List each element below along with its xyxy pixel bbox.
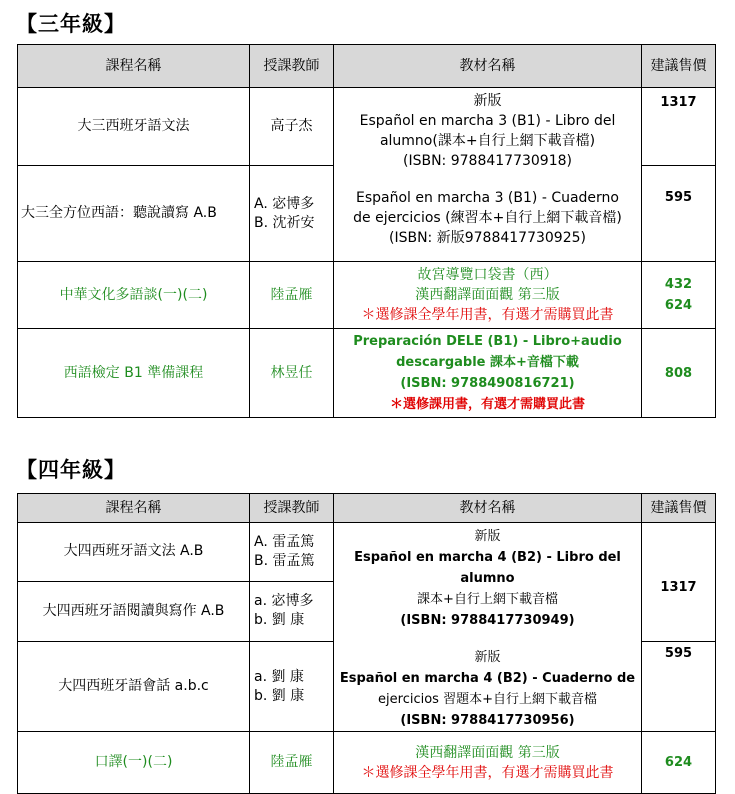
book-isbn: (ISBN: 新版9788417730925) bbox=[389, 230, 586, 246]
table-row bbox=[18, 732, 716, 794]
book-title: 故宮導覽口袋書（西） bbox=[417, 267, 558, 283]
teacher-name bbox=[250, 166, 334, 262]
teacher-name bbox=[250, 523, 334, 582]
price: 595 bbox=[642, 166, 716, 262]
teacher-a: a. 宓博多 bbox=[254, 593, 314, 610]
book-subtitle: ejercicios 習題本+自行上網下載音檔 bbox=[378, 692, 597, 707]
teacher-name: 林昱任 bbox=[250, 329, 334, 418]
table-header-row bbox=[18, 45, 716, 88]
book-title: Español en marcha 4 (B2) - Libro del alumno bbox=[354, 550, 621, 586]
book-title: 漢西翻譯面面觀 第三版 bbox=[415, 287, 560, 303]
elective-note: ＊選修課用書，有選才需購買此書 bbox=[389, 397, 585, 412]
grade3-table bbox=[17, 44, 716, 418]
header-price: 建議售價 bbox=[642, 45, 716, 88]
header-textbook: 教材名稱 bbox=[334, 494, 642, 523]
header-course: 課程名稱 bbox=[18, 45, 250, 88]
table-row bbox=[18, 329, 716, 418]
course-name: 大四西班牙語文法 A.B bbox=[18, 523, 250, 582]
teacher-b: b. 劉 康 bbox=[254, 612, 305, 629]
book-title: 漢西翻譯面面觀 第三版 bbox=[415, 744, 560, 761]
book-isbn: (ISBN: 9788417730956) bbox=[400, 713, 575, 728]
course-name: 口譯(一)(二) bbox=[18, 732, 250, 794]
book-title: Preparación DELE (B1) - Libro+audio bbox=[353, 334, 622, 349]
grade3-heading: 【三年級】 bbox=[16, 11, 126, 36]
grade4-heading: 【四年級】 bbox=[16, 457, 126, 482]
price: 595 bbox=[642, 642, 716, 732]
teacher-name bbox=[250, 581, 334, 642]
price: 624 bbox=[642, 732, 716, 794]
table-row bbox=[18, 523, 716, 582]
book-title: Español en marcha 3 (B1) - Libro del bbox=[359, 113, 616, 129]
header-textbook: 教材名稱 bbox=[334, 45, 642, 88]
course-name: 大三西班牙語文法 bbox=[18, 88, 250, 166]
teacher-name: 高子杰 bbox=[250, 88, 334, 166]
book-title: Español en marcha 4 (B2) - Cuaderno de bbox=[339, 671, 636, 686]
course-name: 大四西班牙語會話 a.b.c bbox=[18, 642, 250, 732]
textbook-cell bbox=[334, 523, 642, 732]
book-isbn: (ISBN: 9788490816721) bbox=[400, 376, 575, 391]
book-edition: 新版 bbox=[474, 650, 501, 665]
teacher-b: B. 雷孟篤 bbox=[254, 552, 315, 569]
textbook-cell bbox=[334, 262, 642, 329]
book-subtitle: alumno(課本+自行上網下載音檔) bbox=[379, 133, 596, 149]
book-title: Español en marcha 3 (B1) - Cuaderno bbox=[355, 190, 619, 206]
price bbox=[642, 262, 716, 329]
book-isbn: (ISBN: 9788417730918) bbox=[403, 153, 572, 169]
teacher-a: a. 劉 康 bbox=[254, 668, 304, 685]
course-name: 大四西班牙語閱讀與寫作 A.B bbox=[18, 581, 250, 642]
book-isbn: (ISBN: 9788417730949) bbox=[400, 613, 575, 628]
course-name: 中華文化多語談(一)(二) bbox=[18, 262, 250, 329]
table-row bbox=[18, 88, 716, 166]
price-b: 624 bbox=[664, 298, 693, 313]
elective-note: ＊選修課全學年用書，有選才需購買此書 bbox=[361, 764, 614, 781]
teacher-b: b. 劉 康 bbox=[254, 687, 305, 704]
textbook-cell bbox=[334, 732, 642, 794]
header-course: 課程名稱 bbox=[18, 494, 250, 523]
elective-note: ＊選修課全學年用書，有選才需購買此書 bbox=[361, 307, 614, 323]
table-header-row bbox=[18, 494, 716, 523]
textbook-cell bbox=[334, 329, 642, 418]
header-teacher: 授課教師 bbox=[250, 494, 334, 523]
book-edition: 新版 bbox=[474, 529, 501, 544]
price: 1317 bbox=[642, 523, 716, 642]
course-name: 大三全方位西語：聽說讀寫 A.B bbox=[18, 166, 250, 262]
price: 808 bbox=[642, 329, 716, 418]
header-price: 建議售價 bbox=[642, 494, 716, 523]
price-a: 432 bbox=[664, 277, 693, 292]
teacher-a: A. 雷孟篤 bbox=[254, 533, 315, 550]
teacher-b: B. 沈祈安 bbox=[254, 214, 315, 231]
book-subtitle: de ejercicios (練習本+自行上網下載音檔) bbox=[353, 210, 622, 226]
book-edition: 新版 bbox=[473, 93, 502, 109]
teacher-name: 陸孟雁 bbox=[250, 262, 334, 329]
book-subtitle: 課本+自行上網下載音檔 bbox=[417, 592, 558, 607]
teacher-a: A. 宓博多 bbox=[254, 195, 315, 212]
header-teacher: 授課教師 bbox=[250, 45, 334, 88]
course-name: 西語檢定 B1 準備課程 bbox=[18, 329, 250, 418]
book-subtitle: descargable 課本+音檔下載 bbox=[396, 355, 579, 370]
table-row bbox=[18, 262, 716, 329]
textbook-cell bbox=[334, 88, 642, 262]
grade4-table bbox=[17, 493, 716, 794]
teacher-name: 陸孟雁 bbox=[250, 732, 334, 794]
price: 1317 bbox=[642, 88, 716, 166]
teacher-name bbox=[250, 642, 334, 732]
